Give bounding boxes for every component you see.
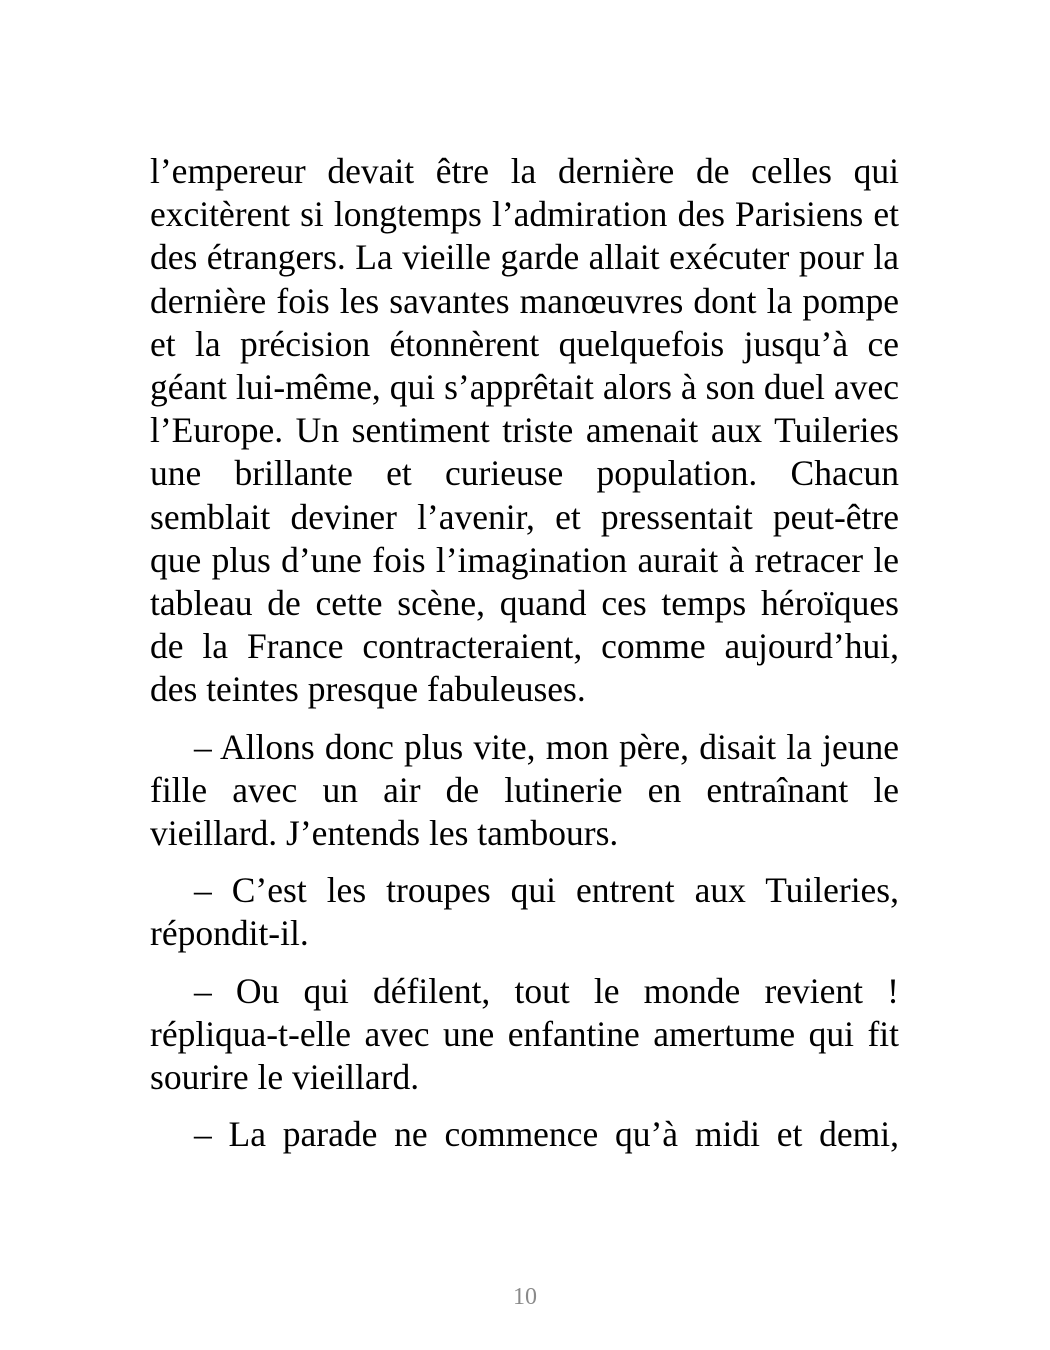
paragraph-dialogue-3: – Ou qui défilent, tout le monde revient ! répliqua-t-elle avec une enfantine amertume qui fit sourire le vieillard. xyxy=(150,970,899,1098)
paragraph-dialogue-4: – La parade ne commence qu’à midi et demi, xyxy=(194,1114,899,1155)
paragraph-narrative: l’empereur devait être la dernière de celles qui excitèrent si longtemps l’admiration des Parisiens et des étrangers. La vieille garde allait exécuter pour la dernière fois les savantes manœuvres dont la pompe et la précision étonnèrent quelquefois jusqu’à ce géant lui-même, qui s’apprêtait alors à son duel avec l’Europe. Un sentiment triste amenait aux Tuileries une brillante et curieuse population. Chacun semblait deviner l’avenir, et pressentait peut-être que plus d’une fois l’imagination aurait à retracer le tableau de cette scène, quand ces temps héroïques de la France contracteraient, comme aujourd’hui, des teintes presque fabuleuses. xyxy=(150,151,899,710)
paragraph-dialogue-1: – Allons donc plus vite, mon père, disait la jeune fille avec un air de lutinerie en entraînant le vieillard. J’entends les tambours. xyxy=(150,726,899,854)
paragraph-dialogue-2: – C’est les troupes qui entrent aux Tuileries, répondit-il. xyxy=(150,870,899,954)
page-body xyxy=(150,150,899,1170)
page-number: 10 xyxy=(513,1284,537,1310)
